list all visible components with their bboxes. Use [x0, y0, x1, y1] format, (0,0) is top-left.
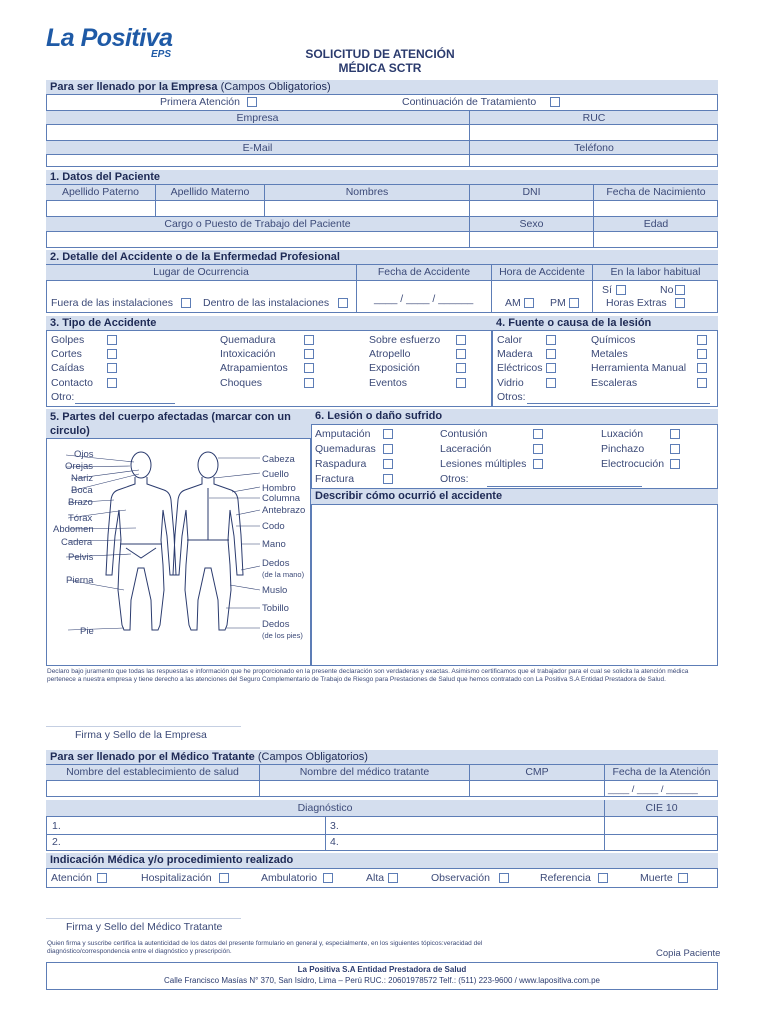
divider — [491, 281, 492, 313]
am-label: AM — [505, 297, 521, 309]
electricos-checkbox[interactable] — [546, 363, 556, 373]
cmp-label: CMP — [469, 765, 604, 781]
medico-nombre-label: Nombre del médico tratante — [259, 765, 469, 781]
atropello-label: Atropello — [369, 348, 411, 360]
si-label: Sí — [602, 284, 612, 296]
hospitalizacion-label: Hospitalización — [141, 872, 212, 884]
fecha-accidente-input[interactable]: ____ / ____ / ______ — [374, 293, 474, 305]
otros-label: Otros: — [440, 473, 469, 485]
amputacion-checkbox[interactable] — [383, 429, 393, 439]
lesion-header: 6. Lesión o daño sufrido — [311, 409, 718, 425]
divider — [469, 232, 470, 248]
body-part-codo-5[interactable]: Codo — [262, 521, 285, 532]
body-part-abdomen[interactable]: Abdomen — [53, 524, 94, 535]
indicacion-header: Indicación Médica y/o procedimiento realizado — [46, 853, 718, 869]
telefono-col-header: Teléfono — [469, 140, 718, 155]
hora-accidente-label: Hora de Accidente — [491, 265, 592, 281]
contusion-checkbox[interactable] — [533, 429, 543, 439]
body-part-pelvis[interactable]: Pelvis — [68, 552, 94, 563]
pinchazo-label: Pinchazo — [601, 443, 645, 455]
laceracion-checkbox[interactable] — [533, 444, 543, 454]
continuacion-checkbox[interactable] — [550, 97, 560, 107]
body-part-mano-6[interactable]: Mano — [262, 539, 286, 550]
escaleras-label: Escaleras — [591, 377, 638, 389]
intoxicacion-label: Intoxicación — [220, 348, 276, 360]
eventos-label: Eventos — [369, 377, 407, 389]
empresa-header-note: (Campos Obligatorios) — [220, 81, 331, 93]
certifica-text: Quien firma y suscribe certifica la autenticidad de los datos del presente formulario en general y, especialmente, en los siguientes tópicos:veracidad del diagnóstico/correspondencia entre el diagnóstico y prescripción. — [47, 940, 483, 955]
electrocucion-label: Electrocución — [601, 458, 665, 470]
dentro-instalaciones-label: Dentro de las instalaciones — [203, 297, 330, 309]
body-part-columna-3[interactable]: Columna — [262, 493, 301, 504]
ambulatorio-label: Ambulatorio — [261, 872, 318, 884]
medico-header-title: Para ser llenado por el Médico Tratante — [50, 751, 255, 763]
atencion-checkbox[interactable] — [97, 873, 107, 883]
back-body-figure — [173, 452, 243, 630]
calor-label: Calor — [497, 334, 523, 346]
fractura-checkbox[interactable] — [383, 474, 393, 484]
body-part-muslo-9[interactable]: Muslo — [262, 585, 288, 596]
describir-header: Describir cómo ocurrió el accidente — [311, 489, 718, 505]
golpes-label: Golpes — [51, 334, 85, 346]
caidas-label: Caídas — [51, 362, 85, 374]
am-checkbox[interactable] — [524, 298, 534, 308]
horas-extras-label: Horas Extras — [606, 297, 667, 309]
primera-atencion-label: Primera Atención — [160, 96, 240, 108]
referencia-checkbox[interactable] — [598, 873, 608, 883]
continuacion-label: Continuación de Tratamiento — [402, 96, 537, 108]
fractura-label: Fractura — [315, 473, 355, 485]
quemadura-checkbox[interactable] — [304, 335, 314, 345]
medico-header-note: (Campos Obligatorios) — [257, 751, 368, 763]
dentro-instalaciones-checkbox[interactable] — [338, 298, 348, 308]
divider — [469, 201, 470, 216]
body-part-pierna[interactable]: Pierna — [66, 575, 94, 586]
logo-sub: EPS — [150, 49, 171, 60]
divider — [604, 781, 605, 797]
copia-paciente-label: Copia Paciente — [656, 948, 721, 959]
atropello-checkbox[interactable] — [456, 349, 466, 359]
lesiones-multiples-checkbox[interactable] — [533, 459, 543, 469]
primera-atencion-checkbox[interactable] — [247, 97, 257, 107]
contacto-label: Contacto — [51, 377, 94, 389]
atencion-label: Atención — [51, 872, 92, 884]
luxacion-checkbox[interactable] — [670, 429, 680, 439]
firma-empresa-line[interactable] — [46, 726, 241, 727]
body-part-cuello-1[interactable]: Cuello — [262, 469, 289, 480]
divider — [593, 232, 594, 248]
divider — [46, 834, 718, 835]
body-part-dedos-7[interactable]: Dedos — [262, 558, 290, 569]
cargo-label: Cargo o Puesto de Trabajo del Paciente — [46, 216, 469, 232]
fecha-accidente-label: Fecha de Accidente — [356, 265, 491, 281]
medico-header — [46, 750, 718, 765]
fecha-atencion-label: Fecha de la Atención — [604, 765, 718, 781]
laceracion-label: Laceración — [440, 443, 492, 455]
choques-checkbox[interactable] — [304, 378, 314, 388]
body-part-hombro-2[interactable]: Hombro — [262, 483, 296, 494]
contusion-label: Contusión — [440, 428, 488, 440]
exposicion-checkbox[interactable] — [456, 363, 466, 373]
quimicos-label: Químicos — [591, 334, 636, 346]
divider — [356, 281, 357, 313]
escaleras-checkbox[interactable] — [697, 378, 707, 388]
pm-label: PM — [550, 297, 566, 309]
herramienta-manual-label: Herramienta Manual — [591, 362, 687, 374]
fecha-atencion-input[interactable]: ____ / ____ / ______ — [608, 784, 698, 795]
hospitalizacion-checkbox[interactable] — [219, 873, 229, 883]
diagnostico-label: Diagnóstico — [46, 800, 604, 817]
quemaduras-checkbox[interactable] — [383, 444, 393, 454]
describir-textarea[interactable] — [312, 506, 716, 664]
divider — [593, 201, 594, 216]
divider — [469, 781, 470, 797]
footer-address: Calle Francisco Masías N° 370, San Isidro, Lima – Perú RUC.: 20601978572 Telf.: (511) 223-9600 / www.lapositiva.com.pe — [163, 976, 600, 985]
body-part-torax[interactable]: Tórax — [68, 513, 93, 524]
body-part-nariz[interactable]: Nariz — [71, 473, 94, 484]
intoxicacion-checkbox[interactable] — [304, 349, 314, 359]
email-col-header: E-Mail — [46, 140, 469, 155]
apellido-paterno-label: Apellido Paterno — [46, 185, 155, 201]
logo-brand: La Positiva — [46, 24, 173, 52]
cortes-label: Cortes — [51, 348, 82, 360]
vidrio-checkbox[interactable] — [546, 378, 556, 388]
raspadura-checkbox[interactable] — [383, 459, 393, 469]
divider — [259, 781, 260, 797]
atrapamientos-checkbox[interactable] — [304, 363, 314, 373]
partes-header: 5. Partes del cuerpo afectadas (marcar con un circulo) — [46, 409, 311, 439]
muerte-label: Muerte — [640, 872, 673, 884]
madera-label: Madera — [497, 348, 533, 360]
accidente-header: 2. Detalle del Accidente o de la Enfermedad Profesional — [46, 250, 718, 265]
diagnostico-row-4[interactable]: 4. — [330, 836, 339, 848]
diagnostico-row-2[interactable]: 2. — [52, 836, 61, 848]
body-part-antebrazo-4[interactable]: Antebrazo — [262, 505, 306, 516]
empresa-header — [46, 80, 718, 95]
body-part-de-la-mano-8: (de la mano) — [262, 570, 305, 579]
contacto-checkbox[interactable] — [107, 378, 117, 388]
quimicos-checkbox[interactable] — [697, 335, 707, 345]
exposicion-label: Exposición — [369, 362, 420, 374]
firma-empresa-label: Firma y Sello de la Empresa — [75, 729, 207, 741]
electricos-label: Eléctricos — [497, 362, 543, 374]
declaracion-text: Declaro bajo juramento que todas las respuestas e información que he proporcionado en la presente declaración son verdaderas y exactas. Asimismo certificamos que el trabajador para el cual se solicita la atención médica pertenece a nuestra empresa y tiene derecho a las atenciones del Seguro Complementario de Trabajo de Riesgo para Prestaciones de Salud que hemos contratado con La Positiva S.A Entidad Prestadora de Salud. — [47, 668, 689, 683]
quemadura-label: Quemadura — [220, 334, 276, 346]
dni-label: DNI — [469, 185, 593, 201]
edad-label: Edad — [593, 216, 718, 232]
quemaduras-label: Quemaduras — [315, 443, 376, 455]
alta-checkbox[interactable] — [388, 873, 398, 883]
divider — [469, 155, 470, 167]
body-part-orejas[interactable]: Orejas — [65, 461, 93, 472]
labor-habitual-label: En la labor habitual — [592, 265, 718, 281]
atrapamientos-label: Atrapamientos — [220, 362, 288, 374]
title-line-1: SOLICITUD DE ATENCIÓN — [305, 47, 455, 61]
tipo-header: 3. Tipo de Accidente — [46, 316, 492, 331]
cie-label: CIE 10 — [604, 800, 718, 817]
firma-medico-line[interactable] — [46, 918, 241, 919]
cortes-checkbox[interactable] — [107, 349, 117, 359]
body-part-de-los-pies-12: (de los pies) — [262, 631, 303, 640]
fuera-instalaciones-checkbox[interactable] — [181, 298, 191, 308]
sobre-esfuerzo-label: Sobre esfuerzo — [369, 334, 441, 346]
no-checkbox[interactable] — [675, 285, 685, 295]
body-part-brazo[interactable]: Brazo — [68, 497, 93, 508]
body-part-cabeza-0[interactable]: Cabeza — [262, 454, 295, 465]
lesiones-multiples-label: Lesiones múltiples — [440, 458, 527, 470]
madera-checkbox[interactable] — [546, 349, 556, 359]
title-line-2: MÉDICA SCTR — [338, 61, 422, 75]
amputacion-label: Amputación — [315, 428, 371, 440]
establecimiento-label: Nombre del establecimiento de salud — [46, 765, 259, 781]
muerte-checkbox[interactable] — [678, 873, 688, 883]
choques-label: Choques — [220, 377, 263, 389]
divider — [469, 125, 470, 140]
body-part-boca[interactable]: Boca — [71, 485, 93, 496]
si-checkbox[interactable] — [616, 285, 626, 295]
otro-input[interactable] — [75, 403, 175, 404]
sexo-label: Sexo — [469, 216, 593, 232]
front-body-figure — [106, 452, 176, 630]
otros-fuente-input[interactable] — [527, 403, 710, 404]
eventos-checkbox[interactable] — [456, 378, 466, 388]
fuera-instalaciones-label: Fuera de las instalaciones — [51, 297, 173, 309]
raspadura-label: Raspadura — [315, 458, 367, 470]
otros-lesion-input[interactable] — [487, 486, 642, 487]
body-pointer-lines — [66, 455, 260, 630]
caidas-checkbox[interactable] — [107, 363, 117, 373]
metales-checkbox[interactable] — [697, 349, 707, 359]
sobre-esfuerzo-checkbox[interactable] — [456, 335, 466, 345]
observacion-checkbox[interactable] — [499, 873, 509, 883]
footer-company: La Positiva S.A Entidad Prestadora de Salud — [297, 965, 467, 974]
body-part-tobillo-10[interactable]: Tobillo — [262, 603, 289, 614]
divider — [604, 817, 605, 851]
electrocucion-checkbox[interactable] — [670, 459, 680, 469]
vidrio-label: Vidrio — [497, 377, 524, 389]
body-part-dedos-11[interactable]: Dedos — [262, 619, 290, 630]
paciente-header: 1. Datos del Paciente — [46, 170, 718, 185]
observacion-label: Observación — [431, 872, 490, 884]
empresa-header-title: Para ser llenado por la Empresa — [50, 81, 218, 93]
fecha-nacimiento-label: Fecha de Nacimiento — [593, 185, 718, 201]
referencia-label: Referencia — [540, 872, 591, 884]
divider — [592, 281, 593, 313]
diagnostico-row-1[interactable]: 1. — [52, 820, 61, 832]
no-label: No — [660, 284, 674, 296]
pm-checkbox[interactable] — [569, 298, 579, 308]
empresa-col-header: Empresa — [46, 110, 469, 125]
herramienta-manual-checkbox[interactable] — [697, 363, 707, 373]
lugar-label: Lugar de Ocurrencia — [46, 265, 356, 281]
page-title — [250, 47, 510, 75]
divider — [264, 201, 265, 216]
divider — [155, 201, 156, 216]
apellido-materno-label: Apellido Materno — [155, 185, 264, 201]
ambulatorio-checkbox[interactable] — [323, 873, 333, 883]
pinchazo-checkbox[interactable] — [670, 444, 680, 454]
body-part-ojos[interactable]: Ojos — [74, 449, 94, 460]
divider — [325, 817, 326, 851]
calor-checkbox[interactable] — [546, 335, 556, 345]
nombres-label: Nombres — [264, 185, 469, 201]
alta-label: Alta — [366, 872, 385, 884]
ruc-col-header: RUC — [469, 110, 718, 125]
diagnostico-row-3[interactable]: 3. — [330, 820, 339, 832]
golpes-checkbox[interactable] — [107, 335, 117, 345]
body-part-cadera[interactable]: Cadera — [61, 537, 93, 548]
metales-label: Metales — [591, 348, 628, 360]
horas-extras-checkbox[interactable] — [675, 298, 685, 308]
fuente-header: 4. Fuente o causa de la lesión — [492, 316, 718, 331]
otro-label: Otro: — [51, 391, 75, 403]
body-part-pie[interactable]: Pie — [80, 626, 94, 637]
logo — [46, 26, 173, 60]
otros-fuente-label: Otros: — [497, 391, 526, 403]
firma-medico-label: Firma y Sello del Médico Tratante — [66, 921, 223, 933]
luxacion-label: Luxación — [601, 428, 644, 440]
